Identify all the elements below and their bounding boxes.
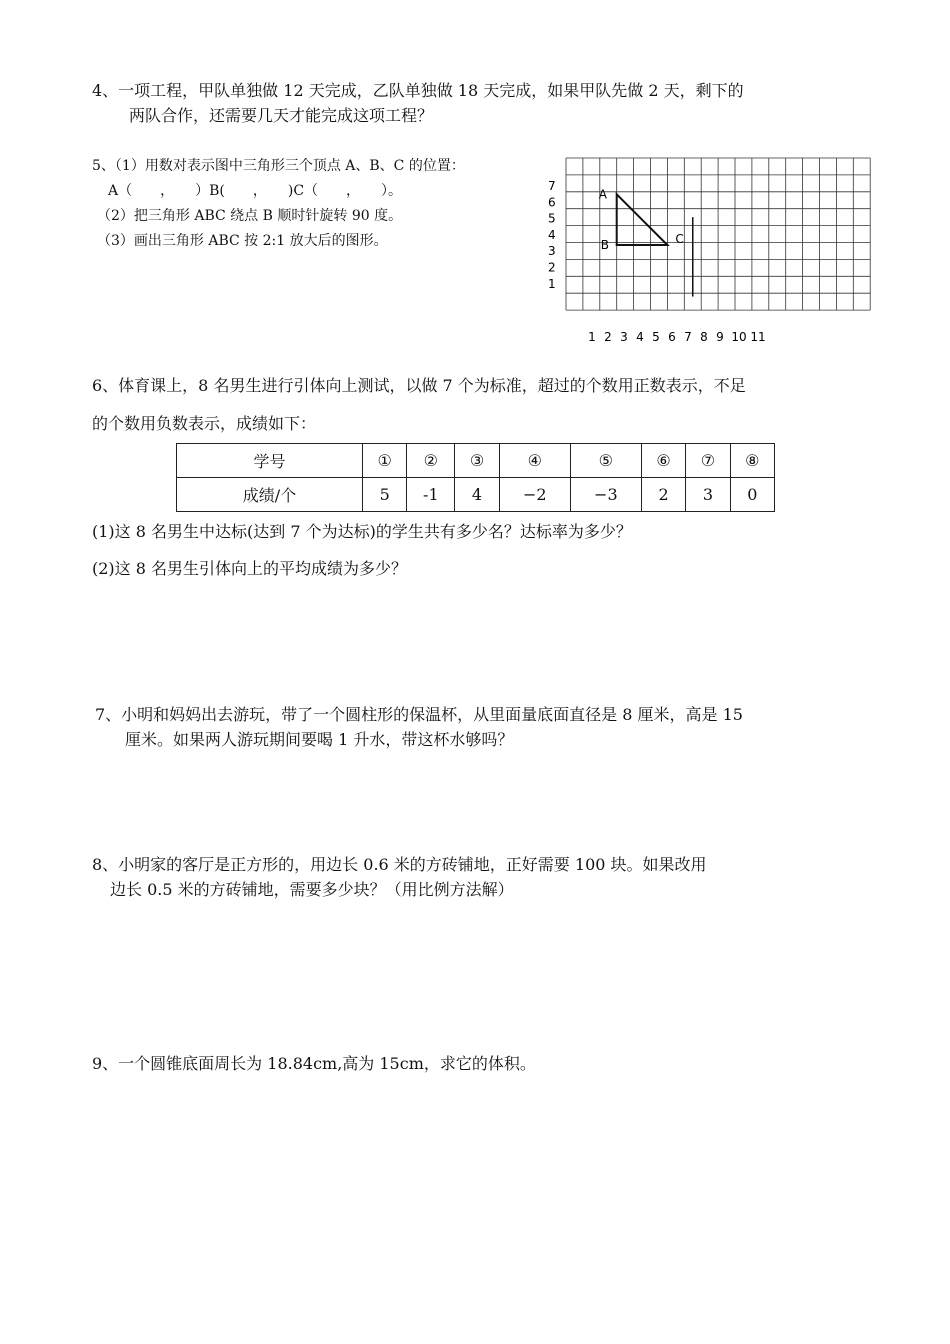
q9-text-line1: 9、一个圆锥底面周长为 18.84cm,高为 15cm，求它的体积。: [92, 1054, 536, 1073]
q4-text-line2: 两队合作，还需要几天才能完成这项工程？: [129, 106, 434, 125]
vertex-label-a: A: [598, 187, 607, 202]
table-cell-score: −2: [499, 478, 570, 512]
table-cell-id: ②: [407, 444, 455, 478]
y-label: 6: [548, 195, 556, 210]
q6-subquestion-2: (2)这 8 名男生引体向上的平均成绩为多少？: [92, 559, 408, 578]
x-label: 6: [668, 330, 676, 344]
coordinate-grid: [540, 150, 880, 350]
q6-subquestion-1: (1)这 8 名男生中达标(达到 7 个为达标)的学生共有多少名？达标率为多少？: [92, 522, 632, 541]
x-label: 11: [750, 330, 766, 344]
triangle-abc: [617, 194, 668, 245]
table-row-label: 成绩/个: [177, 478, 363, 512]
table-cell-id: ④: [499, 444, 570, 478]
table-cell-id: ⑧: [730, 444, 774, 478]
q8-text-line1: 8、小明家的客厅是正方形的，用边长 0.6 米的方砖铺地，正好需要 100 块。如果改用: [92, 855, 707, 874]
y-axis-labels: [548, 179, 556, 291]
q5-text-line3: （2）把三角形 ABC 绕点 B 顺时针旋转 90 度。: [97, 208, 403, 224]
q4-text-line1: 4、一项工程，甲队单独做 12 天完成，乙队单独做 18 天完成，如果甲队先做 2 天，剩下的: [92, 81, 744, 100]
q7-text-line1: 7、小明和妈妈出去游玩，带了一个圆柱形的保温杯，从里面量底面直径是 8 厘米，高是 15: [95, 705, 743, 724]
q7-text-line2: 厘米。如果两人游玩期间要喝 1 升水，带这杯水够吗？: [125, 730, 514, 749]
x-label: 1: [588, 330, 596, 344]
x-label: 10: [731, 330, 747, 344]
q6-text-line2: 的个数用负数表示，成绩如下：: [92, 414, 317, 433]
x-label: 2: [604, 330, 612, 344]
grid-lines: [566, 158, 870, 310]
table-row-ids: [177, 444, 775, 478]
table-row-scores: [177, 478, 775, 512]
table-cell-id: ①: [363, 444, 407, 478]
q5-text-line4: （3）画出三角形 ABC 按 2:1 放大后的图形。: [97, 233, 388, 249]
table-cell-score: 0: [730, 478, 774, 512]
y-label: 2: [548, 260, 556, 275]
table-cell-id: ③: [455, 444, 499, 478]
x-label: 7: [684, 330, 692, 344]
y-label: 5: [548, 211, 556, 226]
q8-text-line2: 边长 0.5 米的方砖铺地，需要多少块？（用比例方法解）: [110, 880, 514, 899]
table-cell-id: ⑤: [570, 444, 641, 478]
table-cell-score: 3: [686, 478, 730, 512]
x-label: 5: [652, 330, 660, 344]
table-cell-score: 2: [641, 478, 685, 512]
x-label: 4: [636, 330, 644, 344]
x-axis-labels: [588, 330, 765, 344]
x-label: 8: [700, 330, 708, 344]
q5-text-line1: 5、（1）用数对表示图中三角形三个顶点 A、B、C 的位置：: [92, 158, 465, 174]
table-header-label: 学号: [177, 444, 363, 478]
scores-table: [176, 443, 775, 512]
y-label: 4: [548, 227, 556, 242]
y-label: 3: [548, 244, 556, 259]
y-label: 1: [548, 276, 556, 291]
table-cell-score: 5: [363, 478, 407, 512]
x-label: 3: [620, 330, 628, 344]
table-cell-score: -1: [407, 478, 455, 512]
vertex-label-c: C: [675, 232, 684, 247]
q5-text-line2: A（ ， ）B( ， )C（ ， ）。: [108, 183, 403, 199]
x-label: 9: [716, 330, 724, 344]
vertex-label-b: B: [600, 238, 609, 253]
y-label: 7: [548, 179, 556, 193]
table-cell-score: 4: [455, 478, 499, 512]
table-cell-score: −3: [570, 478, 641, 512]
table-cell-id: ⑦: [686, 444, 730, 478]
q6-text-line1: 6、体育课上，8 名男生进行引体向上测试，以做 7 个为标准，超过的个数用正数表示，不足: [92, 376, 746, 395]
table-cell-id: ⑥: [641, 444, 685, 478]
